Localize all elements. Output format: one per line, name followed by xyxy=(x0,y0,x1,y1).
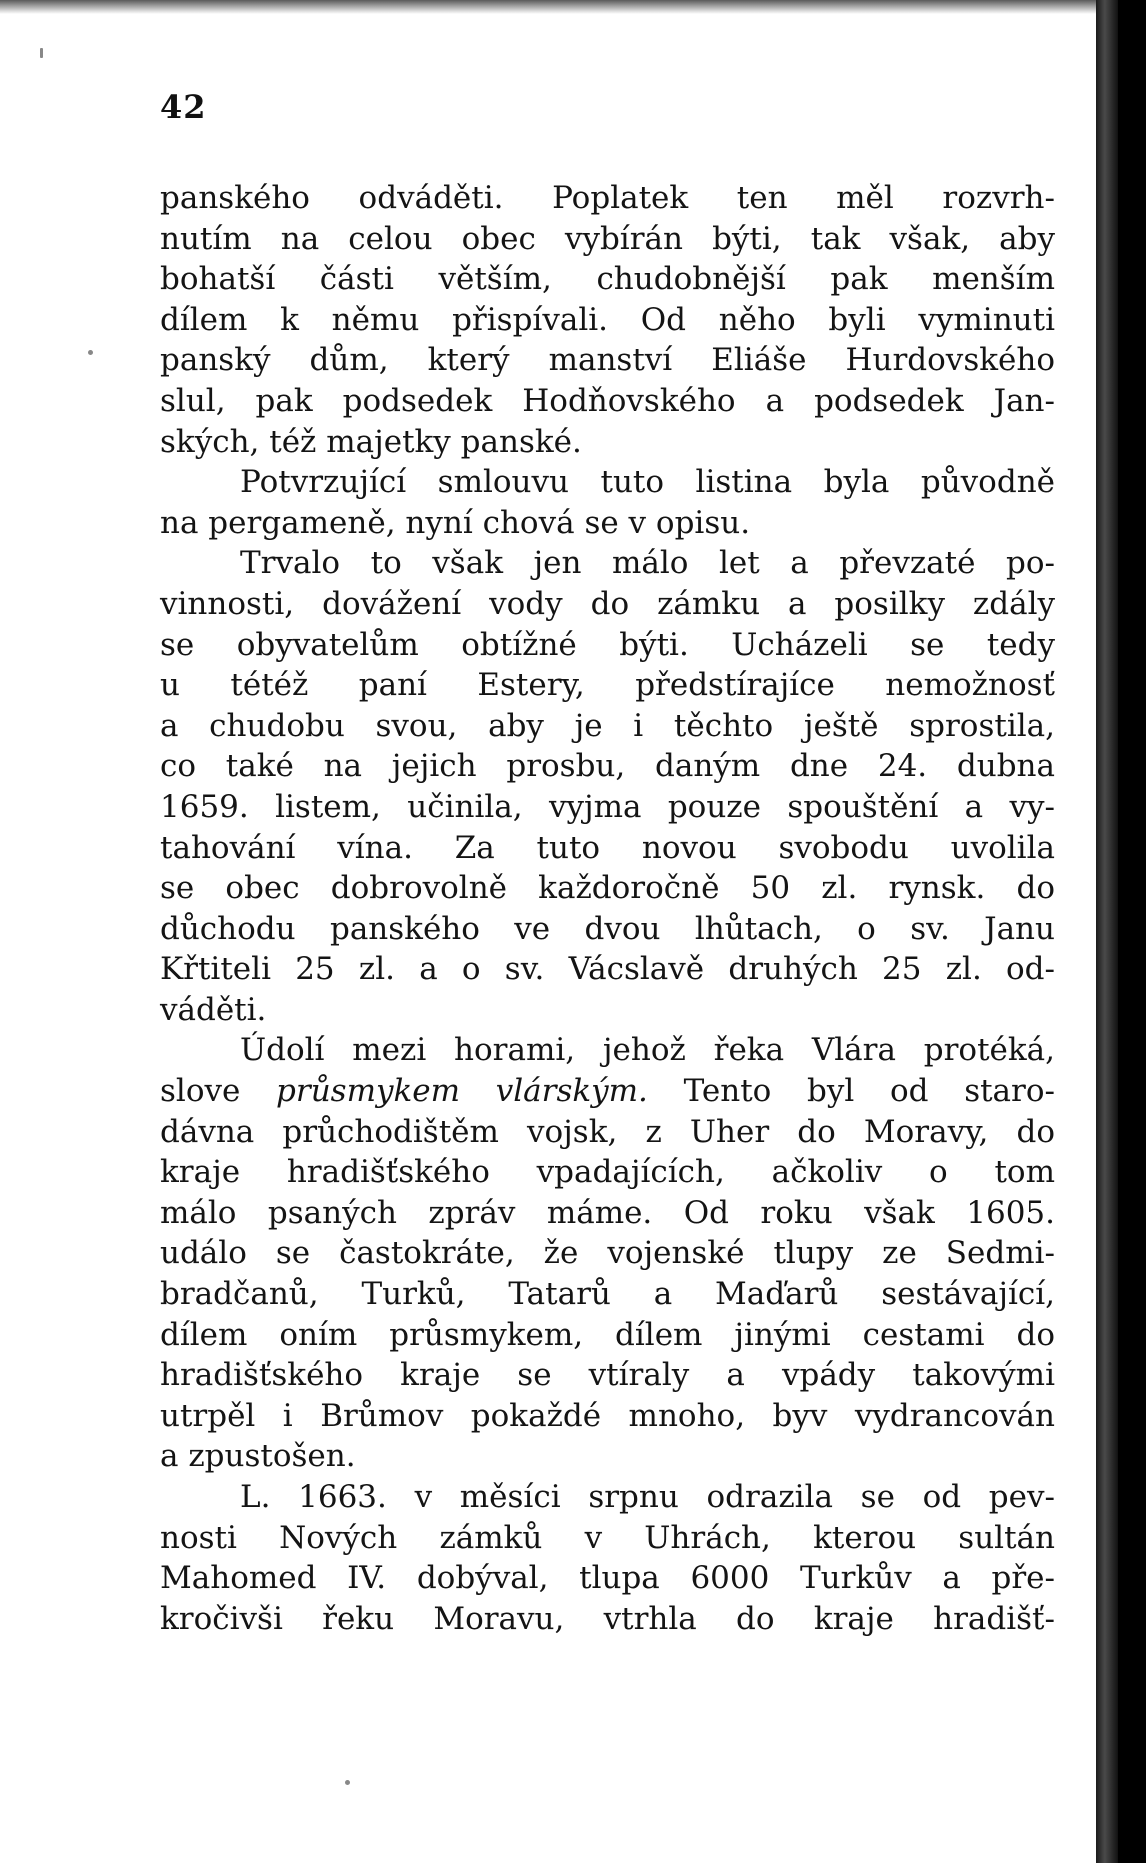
paper-speck xyxy=(88,350,93,355)
italic-term: průsmykem vlárským. xyxy=(276,1073,648,1110)
text-line: panského odváděti. Poplatek ten měl rozvrh- xyxy=(160,180,1055,216)
page-number: 42 xyxy=(160,88,207,126)
page-edge-shadow xyxy=(1096,0,1118,1863)
text-line: důchodu panského ve dvou lhůtach, o sv. Janu xyxy=(160,910,1055,947)
text-line: vinnosti, dovážení vody do zámku a posilky zdály xyxy=(160,585,1055,622)
paper-speck xyxy=(40,48,43,58)
text-line: utrpěl i Brůmov pokaždé mnoho, byv vydrancován xyxy=(160,1397,1055,1434)
text-line-with-italic xyxy=(160,1071,1055,1112)
text-line: hradišťského kraje se vtíraly a vpády takovými xyxy=(160,1357,1055,1394)
text-line: bohatší části větším, chudobnější pak menším xyxy=(160,261,1055,298)
text-line: se obec dobrovolně každoročně 50 zl. rynsk. do xyxy=(160,870,1055,907)
text-fragment: slove xyxy=(160,1073,277,1110)
text-line: ských, též majetky panské. xyxy=(160,423,582,460)
text-line: dávna průchodištěm vojsk, z Uher do Moravy, do xyxy=(160,1113,1055,1150)
text-fragment: Tento byl od staro- xyxy=(647,1073,1055,1110)
text-line: a zpustošen. xyxy=(160,1438,356,1475)
text-line: se obyvatelům obtížné býti. Ucházeli se tedy xyxy=(160,626,1055,663)
text-line: u tétéž paní Estery, předstírajíce nemožnosť xyxy=(160,667,1055,704)
text-line: Trvalo to však jen málo let a převzaté po- xyxy=(240,545,1055,582)
page-body-text xyxy=(160,178,1055,1639)
scan-background xyxy=(1118,0,1146,1863)
text-line: dílem oním průsmykem, dílem jinými cestami do xyxy=(160,1316,1055,1353)
paper-speck xyxy=(345,1780,350,1785)
text-line: tahování vína. Za tuto novou svobodu uvolila xyxy=(160,829,1055,866)
text-line: L. 1663. v měsíci srpnu odrazila se od pev- xyxy=(240,1479,1055,1515)
text-line: a chudobu svou, aby je i těchto ještě sprostila, xyxy=(160,707,1055,744)
text-line: 1659. listem, učinila, vyjma pouze spouštění a vy- xyxy=(160,788,1055,825)
text-line: panský dům, který manství Eliáše Hurdovského xyxy=(160,342,1055,379)
text-line: událo se častokráte, že vojenské tlupy ze Sedmi- xyxy=(160,1235,1055,1272)
page-top-shadow xyxy=(0,0,1096,14)
text-line: na pergameně, nyní chová se v opisu. xyxy=(160,504,751,541)
text-line: nosti Nových zámků v Uhrách, kterou sultán xyxy=(160,1519,1055,1556)
text-line: bradčanů, Turků, Tatarů a Maďarů sestávající, xyxy=(160,1276,1055,1313)
text-line: Potvrzující smlouvu tuto listina byla původně xyxy=(240,464,1055,501)
text-line: málo psaných zpráv máme. Od roku však 1605. xyxy=(160,1194,1055,1231)
text-line: nutím na celou obec vybírán býti, tak však, aby xyxy=(160,220,1055,257)
text-line: slul, pak podsedek Hodňovského a podsedek Jan- xyxy=(160,382,1055,419)
text-line: kročivši řeku Moravu, vtrhla do kraje hradišť- xyxy=(160,1600,1055,1637)
text-line: váděti. xyxy=(160,991,267,1028)
text-line: co také na jejich prosbu, daným dne 24. dubna xyxy=(160,748,1055,785)
text-line: kraje hradišťského vpadajících, ačkoliv o tom xyxy=(160,1154,1055,1191)
text-line: Mahomed IV. dobýval, tlupa 6000 Turkův a pře- xyxy=(160,1560,1055,1597)
text-line: Údolí mezi horami, jehož řeka Vlára protéká, xyxy=(240,1032,1055,1069)
text-line: dílem k němu přispívali. Od něho byli vyminuti xyxy=(160,301,1055,338)
text-line: Křtiteli 25 zl. a o sv. Vácslavě druhých 25 zl. od- xyxy=(160,951,1055,988)
